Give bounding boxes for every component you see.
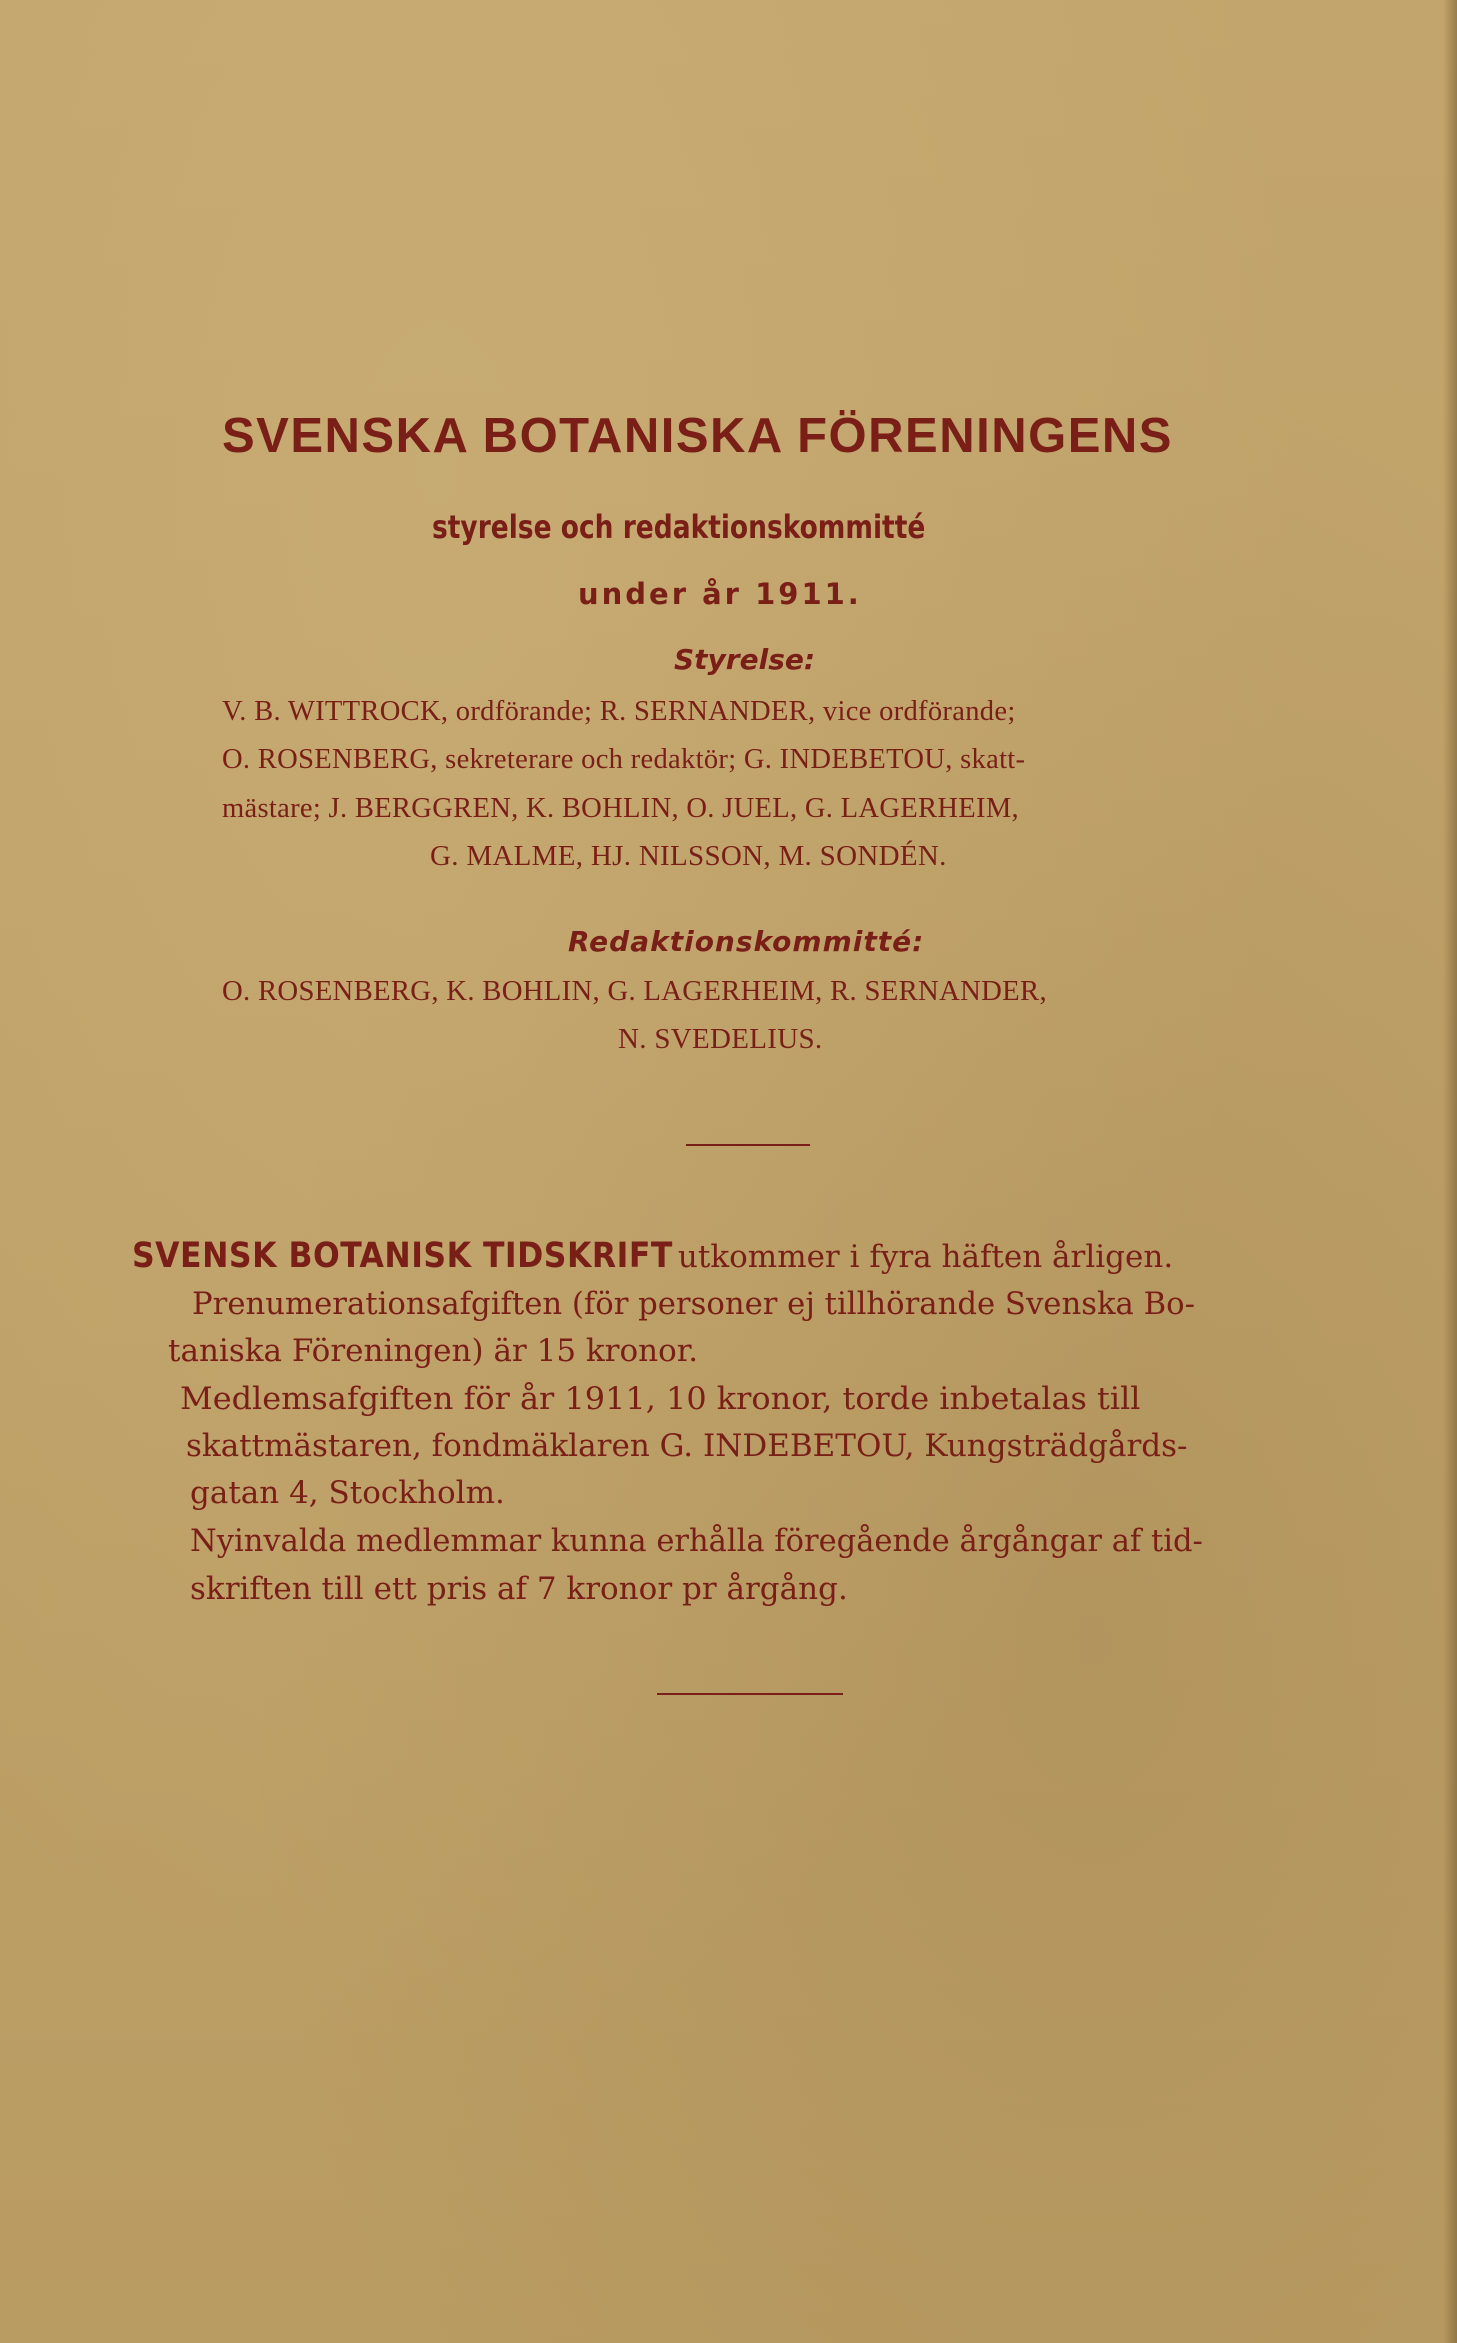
redaktionskommitte-heading: Redaktionskommitté: [568,925,925,958]
redaktionskommitte-line-1: O. ROSENBERG, K. BOHLIN, G. LAGERHEIM, R. SERNANDER, [222,975,1047,1007]
notice-line-1 [132,1236,1173,1276]
notice-line-6: gatan 4, Stockholm. [190,1475,505,1511]
styrelse-line-3: mästare; J. BERGGREN, K. BOHLIN, O. JUEL, G. LAGERHEIM, [222,792,1019,824]
styrelse-line-4: G. MALME, HJ. NILSSON, M. SONDÉN. [430,840,947,872]
notice-line-7: Nyinvalda medlemmar kunna erhålla föregående årgångar af tid- [190,1523,1203,1559]
society-title: SVENSKA BOTANISKA FÖRENINGENS [222,409,1173,463]
notice-line-2: Prenumerationsafgiften (för personer ej tillhörande Svenska Bo- [192,1286,1196,1322]
notice-line-4: Medlemsafgiften för år 1911, 10 kronor, torde inbetalas till [180,1381,1141,1417]
styrelse-line-1: V. B. WITTROCK, ordförande; R. SERNANDER, vice ordförande; [222,695,1016,727]
notice-line-5: skattmästaren, fondmäklaren G. INDEBETOU, Kungsträdgårds- [186,1428,1188,1464]
board-subtitle: styrelse och redaktionskommitté [432,508,926,546]
styrelse-line-2: O. ROSENBERG, sekreterare och redaktör; G. INDEBETOU, skatt- [222,743,1026,775]
section-divider [686,1144,810,1146]
page-edge-shadow [1443,0,1457,2343]
journal-name: SVENSK BOTANISK TIDSKRIFT [132,1236,673,1276]
notice-line-8: skriften till ett pris af 7 kronor pr årgång. [190,1571,848,1607]
year-line: under år 1911. [578,577,862,611]
bottom-divider [657,1693,843,1695]
redaktionskommitte-line-2: N. SVEDELIUS. [618,1023,823,1055]
styrelse-heading: Styrelse: [674,643,816,676]
notice-line-3: taniska Föreningen) är 15 kronor. [168,1333,699,1369]
notice-text-1: utkommer i fyra häften årligen. [677,1239,1174,1275]
